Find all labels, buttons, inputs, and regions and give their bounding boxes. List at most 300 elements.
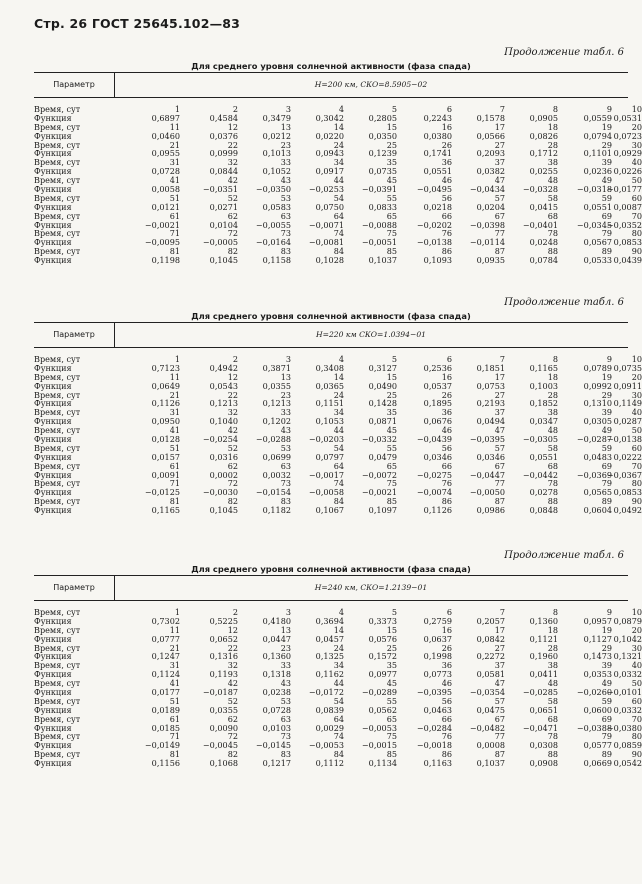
table-cell: 48	[547, 175, 558, 186]
table-cell: −0,0081	[308, 237, 344, 248]
table-row	[34, 166, 642, 177]
table-cell: 19	[601, 624, 612, 635]
row-label: Время, сут	[34, 478, 81, 489]
table-cell: −0,0352	[606, 219, 642, 230]
table-cell: 0,0562	[368, 704, 397, 715]
table-cell: 17	[494, 371, 505, 382]
table-cell: 0,0376	[209, 130, 238, 141]
table-cell: 11	[169, 121, 180, 132]
table-cell: 0,0839	[315, 704, 344, 715]
table-row	[34, 669, 642, 680]
table-cell: 0,0676	[423, 416, 452, 427]
table-cell: 20	[631, 371, 642, 382]
table-row	[34, 740, 642, 751]
table-body	[34, 98, 642, 266]
table-cell: 0,0542	[613, 758, 642, 769]
table-cell: 59	[601, 442, 612, 453]
table-cell: 0,0475	[476, 704, 505, 715]
table-cell: 0,0652	[209, 633, 238, 644]
table-cell: 0,1578	[476, 112, 505, 123]
table-cell: 72	[227, 228, 238, 239]
table-cell: 0,1165	[151, 505, 180, 516]
table-cell: 0,0735	[368, 166, 397, 177]
table-cell: 0,0008	[476, 740, 505, 751]
table-cell: 45	[386, 425, 397, 436]
table-cell: 0,1325	[315, 651, 344, 662]
row-label: Функция	[34, 687, 72, 698]
table-cell: −0,0369	[576, 469, 612, 480]
table-cell: 61	[169, 713, 180, 724]
table-cell: 25	[386, 139, 397, 150]
table-cell: −0,0288	[255, 434, 291, 445]
table-cell: −0,0401	[522, 219, 558, 230]
table-cell: 0,0957	[583, 615, 612, 626]
table-cell: 69	[601, 460, 612, 471]
table-cell: 0,0576	[368, 633, 397, 644]
row-label: Время, сут	[34, 228, 81, 239]
table-cell: 0,0723	[613, 130, 642, 141]
table-cell: 7	[499, 354, 505, 364]
table-cell: 24	[333, 642, 344, 653]
table-row	[34, 704, 642, 715]
table-cell: 10	[631, 354, 642, 364]
table-cell: 50	[631, 175, 642, 186]
table-cell: 0,0353	[583, 669, 612, 680]
row-label: Время, сут	[34, 246, 81, 257]
table-row	[34, 451, 642, 462]
table-cell: 31	[169, 157, 180, 168]
table-cell: 0,1321	[613, 651, 642, 662]
table-cell: −0,0101	[606, 687, 642, 698]
row-label: Функция	[34, 469, 72, 480]
table-cell: 51	[169, 192, 180, 203]
table-cell: 90	[631, 749, 642, 760]
table-cell: −0,0471	[522, 722, 558, 733]
table-cell: 0,0308	[529, 740, 558, 751]
table-cell: 32	[227, 157, 238, 168]
table-cell: 0,0859	[613, 740, 642, 751]
table-cell: −0,0395	[416, 687, 452, 698]
table-cell: 12	[227, 371, 238, 382]
table-header	[34, 575, 628, 601]
table-cell: 15	[386, 371, 397, 382]
table-cell: 0,0833	[368, 201, 397, 212]
table-cell: 49	[601, 678, 612, 689]
table-cell: 0,2759	[423, 615, 452, 626]
table-cell: 46	[441, 175, 452, 186]
row-label: Функция	[34, 148, 72, 159]
table-cell: 5	[391, 607, 397, 617]
table-cell: 0,0565	[583, 487, 612, 498]
table-cell: 73	[280, 731, 291, 742]
table-cell: 52	[227, 192, 238, 203]
table-cell: 73	[280, 228, 291, 239]
table-cell: −0,0495	[416, 184, 452, 195]
table-cell: 0,0212	[262, 130, 291, 141]
table-cell: 16	[441, 624, 452, 635]
table-cell: 65	[386, 210, 397, 221]
table-cell: −0,0442	[522, 469, 558, 480]
table-cell: 77	[494, 228, 505, 239]
row-label: Функция	[34, 451, 72, 462]
table-cell: 69	[601, 210, 612, 221]
table-cell: 0,0581	[476, 669, 505, 680]
table-cell: 71	[169, 731, 180, 742]
table-cell: 0,0460	[151, 130, 180, 141]
table-cell: 59	[601, 192, 612, 203]
altitude-info: H=200 км, СКО=8.5905−02	[314, 80, 428, 89]
table-cell: 0,1068	[209, 758, 238, 769]
row-label: Время, сут	[34, 210, 81, 221]
table-cell: 68	[547, 210, 558, 221]
table-cell: 36	[441, 157, 452, 168]
table-cell: 34	[333, 407, 344, 418]
table-cell: 35	[386, 157, 397, 168]
table-cell: −0,0351	[202, 184, 238, 195]
table-cell: 18	[547, 121, 558, 132]
table-cell: 27	[494, 642, 505, 653]
table-cell: 33	[280, 407, 291, 418]
table-cell: 37	[494, 660, 505, 671]
table-cell: 0,1712	[529, 148, 558, 159]
row-label: Функция	[34, 362, 72, 373]
table-row	[34, 112, 642, 123]
table-cell: 54	[333, 695, 344, 706]
table-cell: 14	[333, 624, 344, 635]
table-cell: 23	[280, 642, 291, 653]
row-label: Время, сут	[34, 139, 81, 150]
table-cell: 49	[601, 175, 612, 186]
table-cell: 67	[494, 460, 505, 471]
table-cell: 70	[631, 210, 642, 221]
table-cell: 0,1067	[315, 505, 344, 516]
table-cell: −0,0318	[576, 184, 612, 195]
table-cell: −0,0350	[255, 184, 291, 195]
table-cell: 65	[386, 713, 397, 724]
table-cell: −0,0332	[361, 434, 397, 445]
table-cell: 0,0305	[583, 416, 612, 427]
table-row	[34, 148, 642, 159]
table-cell: 0,4584	[209, 112, 238, 123]
table-cell: 0,0236	[583, 166, 612, 177]
table-row	[34, 505, 642, 516]
table-header	[34, 72, 628, 98]
table-cell: 58	[547, 192, 558, 203]
table-cell: 0,2243	[423, 112, 452, 123]
table-cell: 0,1040	[209, 416, 238, 427]
table-cell: −0,0138	[416, 237, 452, 248]
table-cell: 0,1037	[368, 255, 397, 266]
table-cell: 0,0826	[529, 130, 558, 141]
table-cell: −0,0482	[469, 722, 505, 733]
table-cell: 38	[547, 660, 558, 671]
table-cell: −0,0187	[202, 687, 238, 698]
table-cell: 0,0551	[529, 451, 558, 462]
table-cell: 83	[280, 246, 291, 257]
table-cell: 63	[280, 460, 291, 471]
table-caption: Для среднего уровня солнечной активности (фаза спада)	[191, 564, 471, 574]
table-cell: 0,0090	[209, 722, 238, 733]
table-cell: 0,0929	[613, 148, 642, 159]
row-label: Функция	[34, 380, 72, 391]
table-cell: 0,1473	[583, 651, 612, 662]
row-label: Функция	[34, 112, 72, 123]
table-cell: 70	[631, 460, 642, 471]
row-label: Функция	[34, 184, 72, 195]
row-label: Время, сут	[34, 175, 81, 186]
table-cell: 0,0355	[262, 380, 291, 391]
table-cell: 36	[441, 407, 452, 418]
table-cell: 0,0567	[583, 237, 612, 248]
table-cell: 21	[169, 642, 180, 653]
table-cell: 29	[601, 139, 612, 150]
table-cell: 88	[547, 496, 558, 507]
row-label: Время, сут	[34, 642, 81, 653]
table-row	[34, 255, 642, 266]
table-cell: 13	[280, 624, 291, 635]
table-row	[34, 416, 642, 427]
table-cell: 83	[280, 496, 291, 507]
table-cell: 0,1213	[262, 398, 291, 409]
row-label: Время, сут	[34, 695, 81, 706]
table-cell: 66	[441, 460, 452, 471]
table-cell: 17	[494, 121, 505, 132]
table-cell: 0,1182	[262, 505, 291, 516]
table-cell: 53	[280, 192, 291, 203]
table-cell: 65	[386, 460, 397, 471]
table-cell: 5	[391, 104, 397, 114]
table-cell: −0,0275	[416, 469, 452, 480]
row-label: Функция	[34, 669, 72, 680]
table-cell: 64	[333, 713, 344, 724]
table-cell: 0,0600	[583, 704, 612, 715]
table-cell: 0,1247	[151, 651, 180, 662]
table-cell: 0,1741	[423, 148, 452, 159]
table-row	[34, 362, 642, 373]
table-cell: 0,0905	[529, 112, 558, 123]
table-cell: 27	[494, 389, 505, 400]
table-cell: 58	[547, 695, 558, 706]
table-cell: 0,0750	[315, 201, 344, 212]
table-cell: 0,1052	[262, 166, 291, 177]
table-cell: −0,0254	[202, 434, 238, 445]
table-cell: −0,0354	[469, 687, 505, 698]
table-cell: 0,0842	[476, 633, 505, 644]
table-cell: 1	[174, 607, 180, 617]
table-cell: 0,0177	[151, 687, 180, 698]
table-cell: 2	[232, 104, 238, 114]
table-cell: 14	[333, 121, 344, 132]
table-cell: 63	[280, 210, 291, 221]
table-cell: 0,0986	[476, 505, 505, 516]
table-cell: 0,0728	[151, 166, 180, 177]
table-cell: 21	[169, 139, 180, 150]
table-cell: 0,0287	[613, 416, 642, 427]
table-cell: 39	[601, 660, 612, 671]
table-cell: 0,3127	[368, 362, 397, 373]
row-label: Время, сут	[34, 121, 81, 132]
table-cell: −0,0203	[308, 434, 344, 445]
table-cell: 0,1851	[476, 362, 505, 373]
table-cell: −0,0439	[416, 434, 452, 445]
table-cell: −0,0145	[255, 740, 291, 751]
table-cell: 6	[446, 354, 452, 364]
table-cell: −0,0005	[202, 237, 238, 248]
table-cell: 8	[552, 104, 558, 114]
table-cell: 46	[441, 425, 452, 436]
table-cell: 60	[631, 442, 642, 453]
table-cell: −0,0177	[606, 184, 642, 195]
table-cell: 25	[386, 389, 397, 400]
table-cell: 75	[386, 228, 397, 239]
table-cell: 0,2093	[476, 148, 505, 159]
table-cell: −0,0388	[576, 722, 612, 733]
row-label: Функция	[34, 505, 72, 516]
table-cell: 70	[631, 713, 642, 724]
row-label: Время, сут	[34, 460, 81, 471]
table-cell: 0,1193	[209, 669, 238, 680]
table-cell: −0,0380	[606, 722, 642, 733]
table-cell: 85	[386, 246, 397, 257]
table-cell: 72	[227, 731, 238, 742]
table-cell: 34	[333, 660, 344, 671]
table-cell: 0,0411	[529, 669, 558, 680]
table-cell: 0,0943	[315, 148, 344, 159]
table-cell: 0,1126	[423, 505, 452, 516]
table-cell: −0,0088	[361, 219, 397, 230]
row-label: Время, сут	[34, 624, 81, 635]
table-cell: 0,1124	[151, 669, 180, 680]
table-cell: 0,0784	[529, 255, 558, 266]
table-cell: 55	[386, 442, 397, 453]
table-cell: 8	[552, 354, 558, 364]
table-cell: 45	[386, 678, 397, 689]
table-cell: 0,0955	[151, 148, 180, 159]
table-row	[34, 219, 642, 230]
table-cell: 15	[386, 624, 397, 635]
table-cell: 54	[333, 442, 344, 453]
table-cell: 24	[333, 139, 344, 150]
table-cell: 0,3694	[315, 615, 344, 626]
table-cell: 73	[280, 478, 291, 489]
table-cell: 82	[227, 246, 238, 257]
table-cell: 0,0382	[476, 166, 505, 177]
page-header: Стр. 26 ГОСТ 25645.102—83	[34, 16, 241, 31]
table-row	[34, 434, 642, 445]
table-cell: 0,0649	[151, 380, 180, 391]
table-cell: 0,1156	[151, 758, 180, 769]
table-cell: 0,0935	[476, 255, 505, 266]
table-cell: −0,0305	[522, 434, 558, 445]
table-cell: 4	[338, 104, 344, 114]
row-label: Функция	[34, 633, 72, 644]
table-cell: 85	[386, 496, 397, 507]
table-cell: 40	[631, 407, 642, 418]
param-column-header: Параметр	[34, 73, 115, 97]
table-cell: 0,0977	[368, 669, 397, 680]
table-cell: 0,0316	[209, 451, 238, 462]
table-cell: 56	[441, 192, 452, 203]
table-cell: 0,1202	[262, 416, 291, 427]
table-cell: 82	[227, 749, 238, 760]
table-cell: 0,1960	[529, 651, 558, 662]
table-cell: 60	[631, 192, 642, 203]
table-cell: −0,0018	[416, 740, 452, 751]
table-cell: −0,0289	[361, 687, 397, 698]
row-label: Время, сут	[34, 389, 81, 400]
table-cell: 33	[280, 157, 291, 168]
table-cell: 0,1310	[583, 398, 612, 409]
table-cell: 36	[441, 660, 452, 671]
table-cell: 88	[547, 246, 558, 257]
table-cell: 0,0355	[209, 704, 238, 715]
table-cell: 86	[441, 246, 452, 257]
table-cell: 0,1198	[151, 255, 180, 266]
row-label: Время, сут	[34, 713, 81, 724]
table-cell: 80	[631, 478, 642, 489]
table-cell: 7	[499, 607, 505, 617]
table-cell: 88	[547, 749, 558, 760]
table-cell: 76	[441, 228, 452, 239]
table-cell: 62	[227, 713, 238, 724]
table-cell: 3	[285, 104, 291, 114]
table-cell: 0,0794	[583, 130, 612, 141]
param-column-header: Параметр	[34, 323, 115, 347]
table-row	[34, 398, 642, 409]
table-cell: 0,3871	[262, 362, 291, 373]
table-cell: 11	[169, 624, 180, 635]
table-cell: 28	[547, 389, 558, 400]
table-cell: 12	[227, 121, 238, 132]
table-cell: 0,0908	[529, 758, 558, 769]
table-cell: 30	[631, 139, 642, 150]
table-cell: 53	[280, 442, 291, 453]
table-cell: 87	[494, 496, 505, 507]
table-cell: 0,4942	[209, 362, 238, 373]
table-cell: 9	[606, 104, 612, 114]
table-cell: 0,0204	[476, 201, 505, 212]
table-cell: 0,2805	[368, 112, 397, 123]
table-cell: 0,1126	[151, 398, 180, 409]
table-cell: 31	[169, 660, 180, 671]
table-cell: 0,0844	[209, 166, 238, 177]
table-cell: −0,0434	[469, 184, 505, 195]
table-cell: 1	[174, 104, 180, 114]
row-label: Время, сут	[34, 371, 81, 382]
table-cell: 0,0651	[529, 704, 558, 715]
table-cell: 45	[386, 175, 397, 186]
table-cell: 0,0157	[151, 451, 180, 462]
table-cell: 0,1149	[613, 398, 642, 409]
row-label: Функция	[34, 722, 72, 733]
table-cell: 0,3042	[315, 112, 344, 123]
table-cell: 89	[601, 246, 612, 257]
table-cell: 31	[169, 407, 180, 418]
table-cell: 8	[552, 607, 558, 617]
table-cell: 59	[601, 695, 612, 706]
table-cell: 76	[441, 478, 452, 489]
table-cell: −0,0149	[144, 740, 180, 751]
table-cell: −0,0074	[416, 487, 452, 498]
table-cell: 3	[285, 354, 291, 364]
table-cell: −0,0015	[361, 740, 397, 751]
table-cell: 0,1162	[315, 669, 344, 680]
table-cell: 38	[547, 157, 558, 168]
table-cell: 54	[333, 192, 344, 203]
table-caption: Для среднего уровня солнечной активности (фаза спада)	[191, 311, 471, 321]
table-cell: 0,1045	[209, 505, 238, 516]
table-row	[34, 237, 642, 248]
